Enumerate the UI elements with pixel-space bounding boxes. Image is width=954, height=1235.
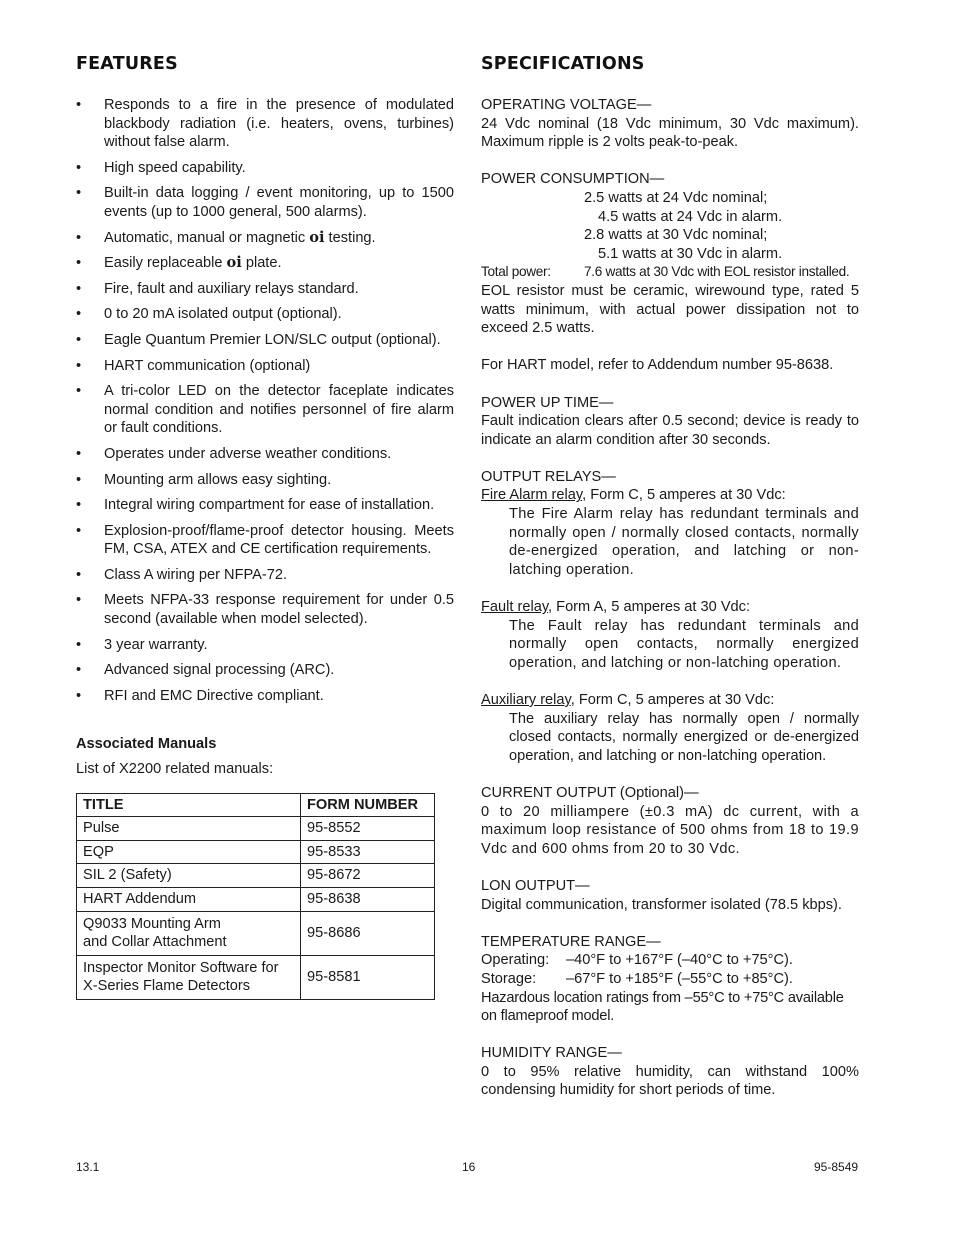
feature-text-post: testing. bbox=[324, 229, 376, 246]
list-item bbox=[76, 254, 454, 273]
bullet: • bbox=[76, 687, 82, 704]
aux-relay-line bbox=[481, 691, 859, 710]
spec-humidity-range bbox=[481, 1044, 859, 1100]
spec-heading: POWER UP TIME— bbox=[481, 394, 614, 411]
feature-text: Class A wiring per NFPA-72. bbox=[104, 566, 288, 583]
list-item bbox=[76, 382, 454, 438]
bullet: • bbox=[76, 357, 82, 374]
list-item bbox=[76, 636, 454, 655]
storage-temp-value: –67°F to +185°F (–55°C to +85°C). bbox=[566, 970, 793, 987]
power-line: 5.1 watts at 30 Vdc in alarm. bbox=[598, 245, 783, 262]
manual-title-line: Inspector Monitor Software for bbox=[83, 959, 279, 976]
table-row bbox=[77, 864, 435, 888]
feature-text: A tri-color LED on the detector faceplate indicates normal condition and notifies personnel of fire alarm or fault conditions. bbox=[104, 383, 454, 437]
oi-logo: oi bbox=[226, 254, 242, 272]
list-item bbox=[76, 496, 454, 515]
bullet: • bbox=[76, 306, 82, 323]
manual-title: SIL 2 (Safety) bbox=[77, 864, 301, 888]
manual-title-line: and Collar Attachment bbox=[83, 934, 227, 951]
bullet: • bbox=[76, 159, 82, 176]
fault-relay-label: Fault relay bbox=[481, 599, 549, 616]
manual-form-number: 95-8552 bbox=[301, 817, 435, 841]
spec-heading: TEMPERATURE RANGE— bbox=[481, 933, 661, 950]
right-column bbox=[481, 52, 859, 1119]
power-line: 2.8 watts at 30 Vdc nominal; bbox=[584, 227, 768, 244]
list-item bbox=[76, 687, 454, 706]
total-power-row bbox=[481, 263, 859, 282]
bullet: • bbox=[76, 229, 82, 246]
storage-temp-label: Storage: bbox=[481, 970, 537, 987]
table-header-row bbox=[77, 793, 435, 817]
bullet: • bbox=[76, 255, 82, 272]
spec-text: 24 Vdc nominal (18 Vdc minimum, 30 Vdc maximum). Maximum ripple is 2 volts peak-to-peak. bbox=[481, 115, 859, 151]
fire-relay-text: The Fire Alarm relay has redundant terminals and normally open / normally closed contacts, normally de-energized operation, and latching or non-latching operation. bbox=[509, 506, 859, 578]
manual-form-number: 95-8581 bbox=[301, 955, 435, 999]
manual-form-number: 95-8533 bbox=[301, 840, 435, 864]
list-item bbox=[76, 661, 454, 680]
spec-heading: LON OUTPUT— bbox=[481, 877, 590, 894]
feature-text-post: plate. bbox=[241, 255, 282, 272]
list-item bbox=[76, 522, 454, 559]
feature-text: High speed capability. bbox=[104, 159, 246, 176]
spec-current-output bbox=[481, 784, 859, 858]
features-heading: FEATURES bbox=[76, 54, 178, 74]
manuals-table bbox=[76, 793, 435, 1000]
manuals-intro: List of X2200 related manuals: bbox=[76, 761, 274, 778]
list-item bbox=[76, 229, 454, 248]
spec-output-relays bbox=[481, 468, 859, 766]
list-item bbox=[76, 445, 454, 464]
operating-temp-value: –40°F to +167°F (–40°C to +75°C). bbox=[566, 952, 793, 969]
spec-lon-output bbox=[481, 877, 859, 914]
table-row bbox=[77, 911, 435, 955]
table-row bbox=[77, 955, 435, 999]
features-list bbox=[76, 96, 454, 705]
spec-operating-voltage bbox=[481, 96, 859, 152]
power-line: 4.5 watts at 24 Vdc in alarm. bbox=[598, 208, 783, 225]
feature-text bbox=[104, 230, 376, 246]
list-item bbox=[76, 566, 454, 585]
total-power-label: Total power: bbox=[481, 264, 551, 280]
eol-resistor-note: EOL resistor must be ceramic, wirewound type, rated 5 watts minimum, with actual power dissipation not to exceed 2.5 watts. bbox=[481, 282, 859, 337]
list-item bbox=[76, 96, 454, 152]
footer-document-number: 95-8549 bbox=[814, 1160, 859, 1174]
feature-text bbox=[104, 255, 282, 271]
power-line: 2.5 watts at 24 Vdc nominal; bbox=[584, 189, 768, 206]
fire-relay-spec: , Form C, 5 amperes at 30 Vdc: bbox=[582, 487, 786, 504]
table-row bbox=[77, 817, 435, 841]
spec-text: Fault indication clears after 0.5 second; device is ready to indicate an alarm condition after 30 seconds. bbox=[481, 413, 859, 448]
footer-page-number: 16 bbox=[462, 1160, 476, 1174]
spec-text: 0 to 20 milliampere (±0.3 mA) dc current, with a maximum loop resistance of 500 ohms from 18 to 19.9 Vdc and 600 ohms from 20 to 30 Vdc. bbox=[481, 803, 859, 857]
feature-text: Integral wiring compartment for ease of installation. bbox=[104, 497, 435, 514]
feature-text: 0 to 20 mA isolated output (optional). bbox=[104, 306, 342, 323]
fault-relay-line bbox=[481, 598, 859, 617]
manual-title: EQP bbox=[77, 840, 301, 864]
manual-title: HART Addendum bbox=[77, 888, 301, 912]
feature-text: RFI and EMC Directive compliant. bbox=[104, 687, 324, 704]
spec-power-up-time bbox=[481, 394, 859, 450]
bullet: • bbox=[76, 445, 82, 462]
feature-text-pre: Easily replaceable bbox=[104, 255, 227, 272]
list-item bbox=[76, 159, 454, 178]
operating-temp-row bbox=[481, 951, 859, 970]
fault-relay-text: The Fault relay has redundant terminals and normally open contacts, normally energized operation, and latching or non-latching operation. bbox=[509, 617, 859, 671]
associated-manuals-heading: Associated Manuals bbox=[76, 736, 217, 753]
list-item bbox=[76, 471, 454, 490]
oi-logo: oi bbox=[309, 228, 325, 246]
table-row bbox=[77, 888, 435, 912]
column-header-title: TITLE bbox=[77, 793, 301, 817]
operating-temp-label: Operating: bbox=[481, 952, 550, 969]
manual-form-number: 95-8672 bbox=[301, 864, 435, 888]
fault-relay-spec: , Form A, 5 amperes at 30 Vdc: bbox=[548, 599, 751, 616]
fire-relay-line bbox=[481, 486, 859, 505]
bullet: • bbox=[76, 566, 82, 583]
spec-heading: OPERATING VOLTAGE— bbox=[481, 97, 652, 113]
list-item bbox=[76, 331, 454, 350]
manual-title-line: Q9033 Mounting Arm bbox=[83, 915, 221, 932]
specifications-heading: SPECIFICATIONS bbox=[481, 54, 645, 74]
hazardous-location-note: Hazardous location ratings from –55°C to +75°C available on flameproof model. bbox=[481, 989, 844, 1025]
storage-temp-row bbox=[481, 970, 859, 989]
bullet: • bbox=[76, 383, 82, 400]
bullet: • bbox=[76, 522, 82, 539]
feature-text: Responds to a fire in the presence of modulated blackbody radiation (i.e. heaters, ovens, turbines) without false alarm. bbox=[104, 97, 454, 151]
spec-text: Digital communication, transformer isolated (78.5 kbps). bbox=[481, 896, 842, 913]
list-item bbox=[76, 280, 454, 299]
feature-text: HART communication (optional) bbox=[104, 357, 311, 374]
bullet: • bbox=[76, 592, 82, 609]
spec-heading: CURRENT OUTPUT (Optional)— bbox=[481, 784, 699, 801]
bullet: • bbox=[76, 497, 82, 514]
feature-text: Mounting arm allows easy sighting. bbox=[104, 471, 332, 488]
list-item bbox=[76, 357, 454, 376]
feature-text: 3 year warranty. bbox=[104, 636, 208, 653]
fire-relay-label: Fire Alarm relay bbox=[481, 487, 583, 504]
column-header-form-number: FORM NUMBER bbox=[301, 793, 435, 817]
table-row bbox=[77, 840, 435, 864]
bullet: • bbox=[76, 280, 82, 297]
spec-heading: POWER CONSUMPTION— bbox=[481, 171, 665, 188]
total-power-value: 7.6 watts at 30 Vdc with EOL resistor installed. bbox=[584, 264, 850, 280]
feature-text: Explosion-proof/flame-proof detector housing. Meets FM, CSA, ATEX and CE certification requirements. bbox=[104, 522, 454, 558]
manual-title: Pulse bbox=[77, 817, 301, 841]
spec-temperature-range bbox=[481, 933, 859, 1026]
aux-relay-label: Auxiliary relay bbox=[481, 692, 571, 708]
bullet: • bbox=[76, 331, 82, 348]
feature-text: Operates under adverse weather conditions. bbox=[104, 445, 392, 462]
feature-text: Meets NFPA-33 response requirement for under 0.5 second (available when model selected). bbox=[104, 592, 454, 628]
list-item bbox=[76, 591, 454, 628]
aux-relay-spec: , Form C, 5 amperes at 30 Vdc: bbox=[570, 692, 775, 708]
bullet: • bbox=[76, 471, 82, 488]
spec-heading: OUTPUT RELAYS— bbox=[481, 468, 616, 485]
bullet: • bbox=[76, 662, 82, 679]
feature-text: Eagle Quantum Premier LON/SLC output (optional). bbox=[104, 331, 441, 348]
manual-form-number: 95-8686 bbox=[301, 911, 435, 955]
manual-title-line: X-Series Flame Detectors bbox=[83, 978, 251, 995]
bullet: • bbox=[76, 636, 82, 653]
spec-power-consumption bbox=[481, 170, 859, 375]
feature-text-pre: Automatic, manual or magnetic bbox=[104, 229, 310, 246]
manual-form-number: 95-8638 bbox=[301, 888, 435, 912]
bullet: • bbox=[76, 97, 82, 113]
manual-title bbox=[77, 955, 301, 999]
hart-note: For HART model, refer to Addendum number 95-8638. bbox=[481, 357, 834, 374]
manual-title bbox=[77, 911, 301, 955]
spec-text: 0 to 95% relative humidity, can withstand 100% condensing humidity for short periods of time. bbox=[481, 1063, 859, 1099]
feature-text: Advanced signal processing (ARC). bbox=[104, 662, 335, 679]
feature-text: Built-in data logging / event monitoring, up to 1500 events (up to 1000 general, 500 alarms). bbox=[104, 185, 454, 220]
feature-text: Fire, fault and auxiliary relays standard. bbox=[104, 280, 359, 297]
list-item bbox=[76, 184, 454, 221]
footer-revision: 13.1 bbox=[76, 1160, 100, 1174]
left-column bbox=[76, 52, 454, 1000]
aux-relay-text: The auxiliary relay has normally open / normally closed contacts, normally energized or de-energized operation, and latching or non-latching operation. bbox=[509, 710, 859, 764]
bullet: • bbox=[76, 185, 82, 202]
list-item bbox=[76, 305, 454, 324]
spec-heading: HUMIDITY RANGE— bbox=[481, 1045, 622, 1062]
